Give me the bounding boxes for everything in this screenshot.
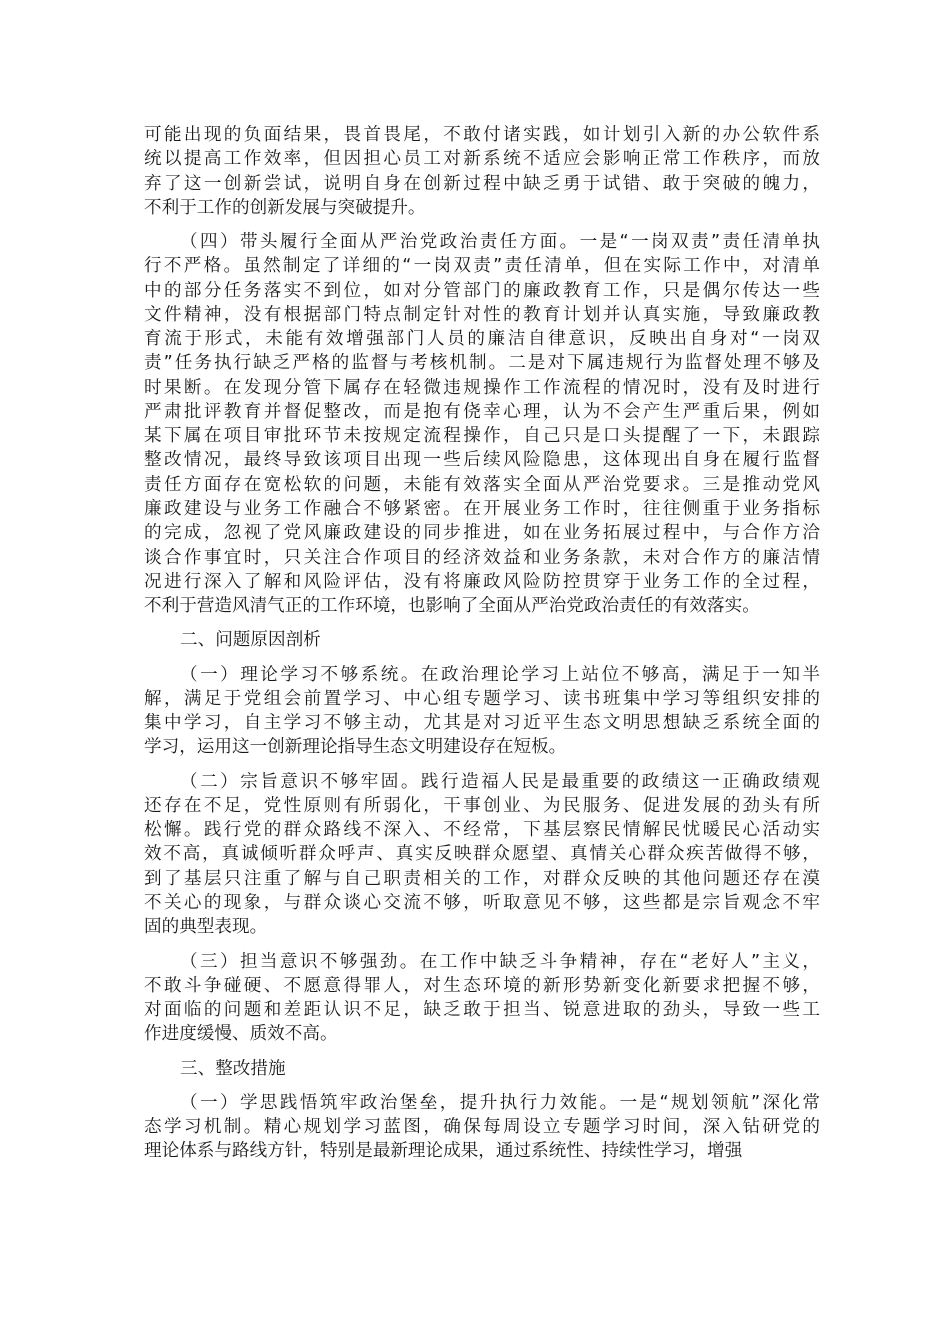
text-line: （三）担当意识不够强劲。在工作中缺乏斗争精神，存在“老好人”主义，: [180, 951, 820, 972]
text-line: 集中学习，自主学习不够主动，尤其是对习近平生态文明思想缺乏系统全面的: [144, 713, 820, 734]
text-line: 的完成，忽视了党风廉政建设的同步推进，如在业务拓展过程中，与合作方洽: [144, 523, 820, 544]
paragraph: [144, 950, 820, 1047]
text-line: 育流于形式，未能有效增强部门人员的廉洁自律意识，反映出自身对“一岗双: [144, 329, 820, 350]
text-line: 态学习机制。精心规划学习蓝图，确保每周设立专题学习时间，深入钻研党的: [144, 1117, 820, 1138]
text-line: 况进行深入了解和风险评估，没有将廉政风险防控贯穿于业务工作的全过程，: [144, 571, 820, 592]
paragraph: [144, 1091, 820, 1164]
text-line: 作进度缓慢、质效不高。: [144, 1024, 338, 1045]
heading-text: 二、问题原因剖析: [180, 630, 321, 651]
paragraph-spacer: [144, 220, 820, 230]
text-line: 中的部分任务落实不到位，如对分管部门的廉政教育工作，只是偶尔传达一些: [144, 280, 820, 301]
text-line: 不利于营造风清气正的工作环境，也影响了全面从严治党政治责任的有效落实。: [144, 596, 760, 617]
text-line: 谈合作事宜时，只关注合作项目的经济效益和业务条款，未对合作方的廉洁情: [144, 547, 820, 568]
text-line: 不关心的现象，与群众谈心交流不够，听取意见不够，这些都是宗旨观念不牢: [144, 892, 820, 913]
text-line: 责任方面存在宽松软的问题，未能有效落实全面从严治党要求。三是推动党风: [144, 474, 820, 495]
text-line: 学习，运用这一创新理论指导生态文明建设存在短板。: [144, 737, 567, 758]
text-line: 固的典型表现。: [144, 917, 268, 938]
paragraph: [144, 230, 820, 618]
text-line: 效不高，真诚倾听群众呼声、真实反映群众愿望、真情关心群众疾苦做得不够，: [144, 844, 820, 865]
text-line: 廉政建设与业务工作融合不够紧密。在开展业务工作时，往往侧重于业务指标: [144, 498, 820, 519]
text-line: 时果断。在发现分管下属存在轻微违规操作工作流程的情况时，没有及时进行: [144, 377, 820, 398]
text-line: （四）带头履行全面从严治党政治责任方面。一是“一岗双责”责任清单执: [180, 232, 820, 253]
document-body: [144, 123, 820, 1164]
text-line: 到了基层只注重了解与自己职责相关的工作，对群众反映的其他问题还存在漠: [144, 868, 820, 889]
text-line: 某下属在项目审批环节未按规定流程操作，自己只是口头提醒了一下，未跟踪: [144, 426, 820, 447]
section-heading: [144, 1057, 820, 1081]
paragraph-spacer: [144, 618, 820, 628]
paragraph: [144, 770, 820, 940]
text-line: 解，满足于党组会前置学习、中心组专题学习、读书班集中学习等组织安排的: [144, 688, 820, 709]
text-line: （二）宗旨意识不够牢固。践行造福人民是最重要的政绩这一正确政绩观: [180, 771, 820, 792]
paragraph-spacer: [144, 653, 820, 663]
text-line: 不利于工作的创新发展与突破提升。: [144, 197, 426, 218]
paragraph-spacer: [144, 760, 820, 770]
paragraph-spacer: [144, 1047, 820, 1057]
heading-text: 三、整改措施: [180, 1058, 286, 1079]
text-line: 整改情况，最终导致该项目出现一些后续风险隐患，这体现出自身在履行监督: [144, 450, 820, 471]
text-line: 松懈。践行党的群众路线不深入、不经常，下基层察民情解民忧暖民心活动实: [144, 820, 820, 841]
paragraph-spacer: [144, 1081, 820, 1091]
text-line: 统以提高工作效率，但因担心员工对新系统不适应会影响正常工作秩序，而放: [144, 149, 820, 170]
text-line: 不敢斗争碰硬、不愿意得罪人，对生态环境的新形势新变化新要求把握不够，: [144, 975, 820, 996]
paragraph: [144, 663, 820, 760]
text-line: 还存在不足，党性原则有所弱化，干事创业、为民服务、促进发展的劲头有所: [144, 795, 820, 816]
paragraph: [144, 123, 820, 220]
text-line: 可能出现的负面结果，畏首畏尾，不敢付诸实践，如计划引入新的办公软件系: [144, 125, 820, 145]
text-line: （一）理论学习不够系统。在政治理论学习上站位不够高，满足于一知半: [180, 664, 820, 685]
text-line: 行不严格。虽然制定了详细的“一岗双责”责任清单，但在实际工作中，对清单: [144, 256, 820, 277]
text-line: 理论体系与路线方针，特别是最新理论成果，通过系统性、持续性学习，增强: [144, 1141, 743, 1162]
text-line: 严肃批评教育并督促整改，而是抱有侥幸心理，认为不会产生严重后果，例如: [144, 401, 820, 422]
text-line: 文件精神，没有根据部门特点制定针对性的教育计划并认真实施，导致廉政教: [144, 304, 820, 325]
text-line: 弃了这一创新尝试，说明自身在创新过程中缺乏勇于试错、敢于突破的魄力，: [144, 173, 820, 194]
paragraph-spacer: [144, 940, 820, 950]
text-line: 责”任务执行缺乏严格的监督与考核机制。二是对下属违规行为监督处理不够及: [144, 353, 820, 374]
text-line: 对面临的问题和差距认识不足，缺乏敢于担当、锐意进取的劲头，导致一些工: [144, 1000, 820, 1021]
section-heading: [144, 628, 820, 652]
text-line: （一）学思践悟筑牢政治堡垒，提升执行力效能。一是“规划领航”深化常: [180, 1092, 820, 1113]
